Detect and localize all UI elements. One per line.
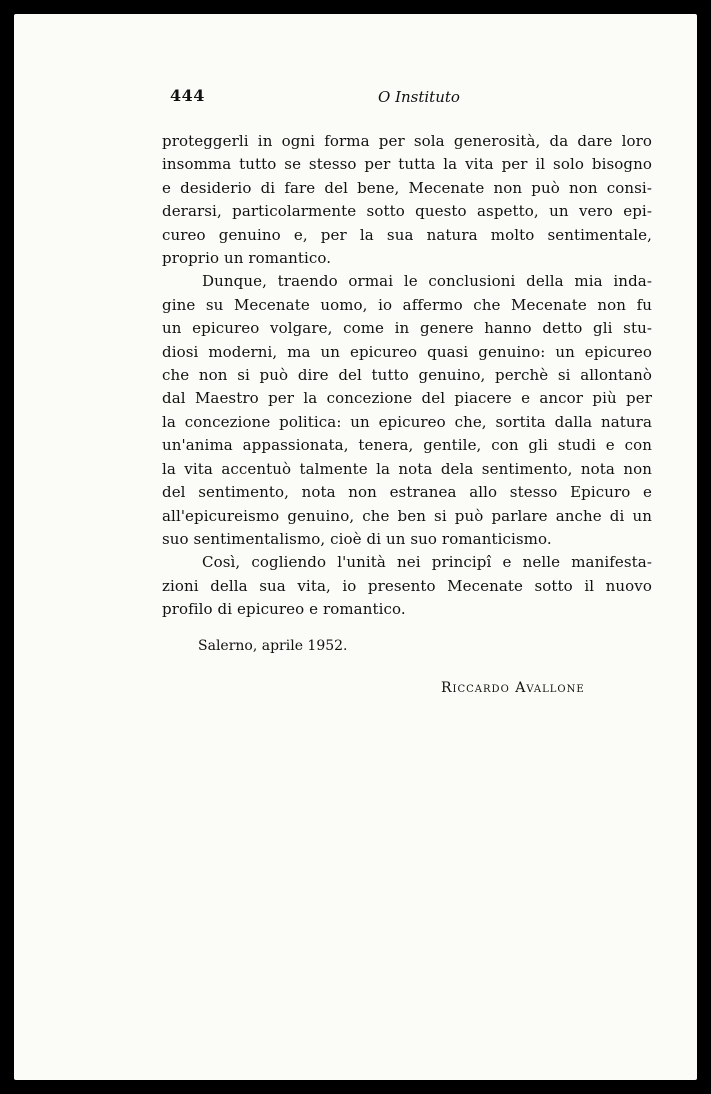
page-header xyxy=(170,86,640,108)
text-line: un'anima appassionata, tenera, gentile, con gli studi e con xyxy=(162,436,652,455)
author-signature: Riccardo Avallone xyxy=(441,680,585,696)
text-line: proprio un romantico. xyxy=(162,249,332,268)
text-line: profilo di epicureo e romantico. xyxy=(162,600,406,619)
text-line: del sentimento, nota non estranea allo stesso Epicuro e xyxy=(162,483,652,502)
text-line: cureo genuino e, per la sua natura molto sentimentale, xyxy=(162,225,652,244)
text-line: e desiderio di fare del bene, Mecenate non può non consi- xyxy=(162,178,652,197)
text-line: diosi moderni, ma un epicureo quasi genuino: un epicureo xyxy=(162,342,652,361)
page-number: 444 xyxy=(170,86,205,105)
text-line: che non si può dire del tutto genuino, perchè si allontanò xyxy=(162,366,652,385)
text-line: la concezione politica: un epicureo che, sortita dalla natura xyxy=(162,412,652,431)
text-line: la vita accentuò talmente la nota dela sentimento, nota non xyxy=(162,459,652,478)
date-line: Salerno, aprile 1952. xyxy=(198,638,348,654)
body-text xyxy=(162,130,652,622)
text-line: all'epicureismo genuino, che ben si può parlare anche di un xyxy=(162,506,652,525)
text-line: un epicureo volgare, come in genere hanno detto gli stu- xyxy=(162,319,652,338)
text-line: Così, cogliendo l'unità nei principî e nelle manifesta- xyxy=(202,553,652,572)
text-line: insomma tutto se stesso per tutta la vita per il solo bisogno xyxy=(162,155,652,174)
text-line: zioni della sua vita, io presento Mecenate sotto il nuovo xyxy=(162,576,652,595)
text-line: dal Maestro per la concezione del piacere e ancor più per xyxy=(162,389,652,408)
text-line: suo sentimentalismo, cioè di un suo romanticismo. xyxy=(162,529,552,548)
running-title: O Instituto xyxy=(378,88,460,106)
text-line: Dunque, traendo ormai le conclusioni della mia inda- xyxy=(202,272,652,291)
document-page xyxy=(14,14,697,1080)
text-line: derarsi, particolarmente sotto questo aspetto, un vero epi- xyxy=(162,202,652,221)
text-line: proteggerli in ogni forma per sola generosità, da dare loro xyxy=(162,132,652,150)
text-line: gine su Mecenate uomo, io affermo che Mecenate non fu xyxy=(162,295,652,314)
